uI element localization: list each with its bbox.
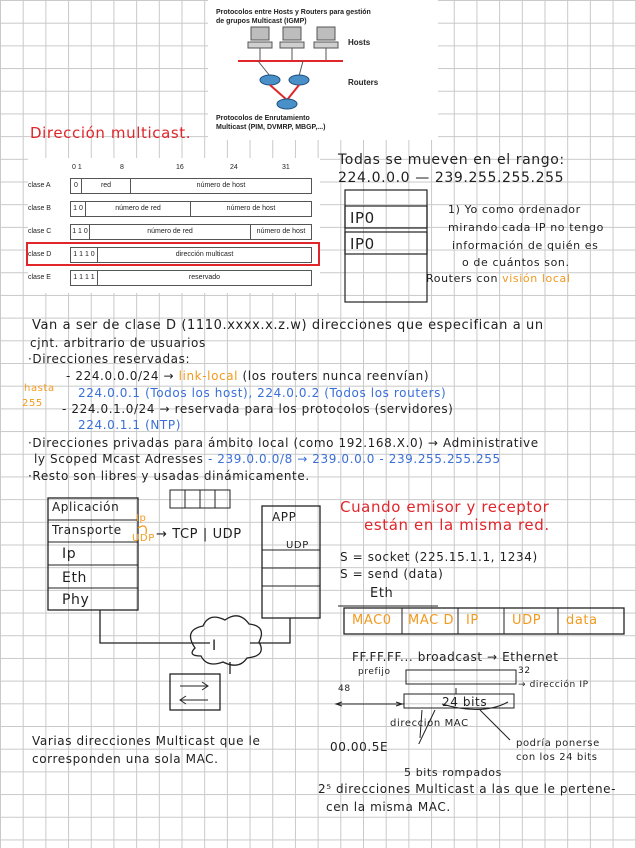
classd-item1-suffix: (los routers nunca reenvían): [238, 369, 430, 383]
network-cloud-icon: [191, 616, 262, 665]
router-note-line1: 1) Yo como ordenador: [448, 203, 581, 216]
bits-24-label: 24 bits: [442, 695, 488, 709]
frame-mac-dest: MAC D: [408, 613, 455, 628]
layer-application: Aplicación: [52, 500, 120, 514]
classd-line2: cjnt. arbitrario de usuarios: [30, 336, 206, 350]
class-c-prefix: 1 1 0: [71, 225, 90, 239]
lost-bits-label: 5 bits rompados: [404, 766, 502, 779]
transport-annotation-udp: UDP: [132, 533, 155, 544]
could-have-line1: podría ponerse: [516, 738, 600, 749]
frame-udp: UDP: [512, 613, 542, 628]
class-d-multicast: dirección multicast: [175, 251, 234, 258]
cloud-label: I: [212, 638, 217, 654]
classd-item3: - 224.0.1.0/24 → reservada para los protocolos (servidores): [62, 402, 454, 416]
right-app-label: APP: [272, 510, 297, 524]
layer-transport: Transporte: [52, 523, 122, 537]
router-note-prefix: Routers con: [426, 272, 503, 285]
classd-item7: ·Resto son libres y usadas dinámicamente.: [28, 469, 310, 483]
class-e-row: [70, 270, 312, 286]
classd-line1: Van a ser de clase D (1110.xxxx.x.z.w) direcciones que especifican a un: [32, 318, 544, 333]
class-a-prefix: 0: [71, 179, 82, 193]
class-e-prefix: 1 1 1 1: [71, 271, 98, 285]
host-computer-icon: [280, 27, 304, 48]
class-b-host: número de host: [226, 205, 276, 212]
classd-item6-prefix: ly Scoped Mcast Adresses: [34, 452, 208, 466]
layer-phy: Phy: [62, 592, 90, 608]
router-note-line2: mirando cada IP no tengo: [448, 221, 604, 234]
classd-item6: [34, 452, 501, 466]
could-have-line2: con los 24 bits: [516, 752, 598, 763]
frame-ip: IP: [466, 613, 479, 628]
tcp-udp-label: → TCP | UDP: [156, 527, 242, 542]
margin-note-255: 255: [22, 398, 43, 409]
class-c-label: clase C: [28, 228, 52, 235]
class-b-label: clase B: [28, 205, 51, 212]
prefix-value: 48: [338, 684, 351, 694]
igmp-figure: [208, 0, 438, 140]
right-udp-label: UDP: [286, 540, 309, 551]
class-e-reserved: reservado: [188, 274, 221, 281]
bit-position-16: 16: [176, 164, 184, 171]
code-line1: S = socket (225.15.1.1, 1234): [340, 550, 538, 564]
range-note-line2: 224.0.0.0 — 239.255.255.255: [338, 170, 565, 186]
mac-prefix-value: 00.00.5E: [330, 740, 389, 754]
heading-multicast: Dirección multicast.: [30, 124, 192, 142]
class-a-host: número de host: [196, 182, 246, 189]
class-c-host: número de host: [256, 228, 306, 235]
classd-item4: 224.0.1.1 (NTP): [78, 418, 181, 432]
host-computer-icon: [314, 27, 338, 48]
class-b-prefix: 1 0: [71, 202, 86, 216]
classd-item1-linklocal: link-local: [178, 369, 239, 383]
switch-icon: [170, 674, 220, 710]
margin-note-hasta: hasta: [24, 383, 55, 394]
left-footer-line2: corresponden una sola MAC.: [32, 752, 219, 766]
transport-annotation-ip: Ip: [136, 513, 147, 524]
layer-ip: Ip: [62, 546, 77, 562]
addr-size-label: 32: [518, 666, 531, 676]
class-a-network: red: [82, 179, 131, 193]
mac-address-label: dirección MAC: [390, 718, 469, 729]
ip-classes-table: [28, 158, 320, 293]
igmp-title-line1: Protocolos entre Hosts y Routers para gestión: [216, 9, 371, 16]
bit-position-31: 31: [282, 164, 290, 171]
prefix-label: prefijo: [358, 667, 391, 677]
router-icon: [277, 99, 297, 109]
classd-item1: [66, 369, 429, 383]
igmp-title-line2: de grupos Multicast (IGMP): [216, 18, 307, 25]
classd-line3: ·Direcciones reservadas:: [28, 352, 191, 366]
igmp-bottom-line2: Multicast (PIM, DVMRP, MBGP,...): [216, 124, 326, 131]
bit-position-0: 0 1: [72, 164, 82, 171]
class-d-prefix: 1 1 1 0: [71, 248, 98, 262]
router-icon: [260, 75, 280, 85]
bit-position-24: 24: [230, 164, 238, 171]
classd-item2: 224.0.0.1 (Todos los host), 224.0.0.2 (Todos los routers): [78, 386, 447, 400]
eth-label: Eth: [370, 586, 394, 601]
same-network-title2: están en la misma red.: [364, 516, 550, 534]
igmp-bottom-line1: Protocolos de Enrutamiento: [216, 115, 310, 122]
footer-line2: cen la misma MAC.: [326, 800, 451, 814]
class-e-label: clase E: [28, 274, 51, 281]
host-computer-icon: [248, 27, 272, 48]
class-a-label: clase A: [28, 182, 51, 189]
left-footer-line1: Varias direcciones Multicast que le: [32, 734, 261, 748]
router-note-highlight: visión local: [502, 272, 571, 285]
frame-mac-source: MAC0: [352, 613, 392, 628]
footer-line1: 2⁵ direcciones Multicast a las que le pertene-: [318, 782, 617, 796]
classd-item1-prefix: - 224.0.0.0/24 →: [66, 369, 179, 383]
broadcast-line: FF.FF.FF... broadcast → Ethernet: [352, 650, 559, 664]
router-note-line4: o de cuántos son.: [462, 256, 570, 269]
class-c-row: [70, 224, 312, 240]
class-b-network: número de red: [86, 202, 191, 216]
class-d-label: clase D: [28, 251, 52, 258]
router-note-line5: [426, 272, 571, 285]
class-d-row: [70, 247, 312, 263]
router-icon: [289, 75, 309, 85]
class-a-row: [70, 178, 312, 194]
hosts-label: Hosts: [348, 38, 371, 47]
same-network-title1: Cuando emisor y receptor: [340, 498, 550, 516]
ip-box1: IP0: [350, 209, 375, 227]
ip-box2: IP0: [350, 235, 375, 253]
class-b-row: [70, 201, 312, 217]
classd-item6-range: - 239.0.0.0/8 → 239.0.0.0 - 239.255.255.255: [207, 452, 501, 466]
class-c-network: número de red: [90, 225, 251, 239]
router-note-line3: información de quién es: [452, 239, 599, 252]
code-line2: S = send (data): [340, 567, 444, 581]
range-note-line1: Todas se mueven en el rango:: [338, 152, 565, 168]
classd-item5: ·Direcciones privadas para ámbito local (como 192.168.X.0) → Administrative: [28, 436, 539, 450]
routers-label: Routers: [348, 78, 379, 87]
layer-eth: Eth: [62, 570, 88, 586]
frame-data: data: [566, 613, 598, 628]
bit-position-8: 8: [120, 164, 124, 171]
addr-note: → dirección IP: [518, 680, 589, 690]
